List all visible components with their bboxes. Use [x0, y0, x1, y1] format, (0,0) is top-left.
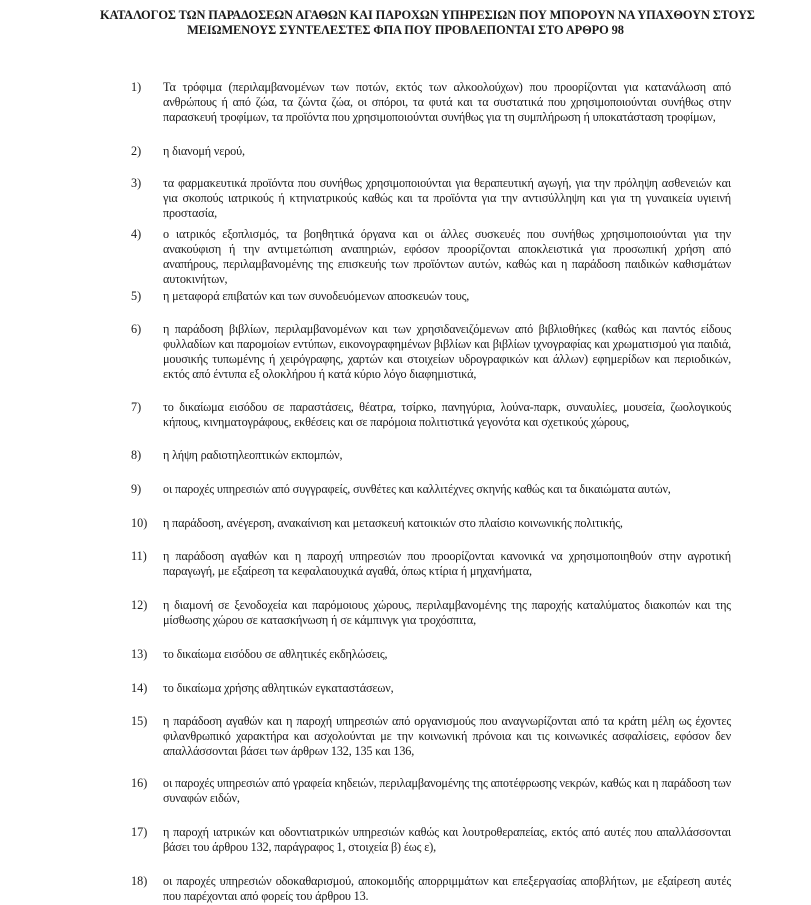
item-text: το δικαίωμα εισόδου σε αθλητικές εκδηλώσεις,: [163, 647, 388, 661]
item-text: η παράδοση, ανέγερση, ανακαίνιση και μετασκευή κατοικιών στο πλαίσιο κοινωνικής πολιτικής,: [163, 516, 623, 530]
item-text: το δικαίωμα εισόδου σε παραστάσεις, θέατρα, τσίρκο, πανηγύρια, λούνα-παρκ, συναυλίες, μουσεία, ζωολογικούς κήπους, κινηματογράφους, εκθέσεις και σε παρόμοια πολιτιστικά γεγονότα και σχετικούς χώρους,: [163, 400, 731, 429]
item-number: 18): [131, 874, 148, 888]
item-number: 6): [131, 322, 142, 336]
item-text: η παράδοση αγαθών και η παροχή υπηρεσιών που προορίζονται κανονικά να χρησιμοποιηθούν στην αγροτική παραγωγή, με εξαίρεση τα κεφαλαιουχικά αγαθά, όπως κτίρια ή μηχανήματα,: [163, 549, 731, 578]
item-text: τα φαρμακευτικά προϊόντα που συνήθως χρησιμοποιούνται για θεραπευτική αγωγή, για την πρόληψη ασθενειών και για σκοπούς ιατρικούς ή κτηνιατρικούς καθώς και τα προϊόντα για την αντισύλληψη και για τη γυναικεία υγιεινή προστασία,: [163, 176, 731, 220]
title-line-1: ΚΑΤΑΛΟΓΟΣ ΤΩΝ ΠΑΡΑΔΟΣΕΩΝ ΑΓΑΘΩΝ ΚΑΙ ΠΑΡΟΧΩΝ ΥΠΗΡΕΣΙΩΝ ΠΟΥ ΜΠΟΡΟΥΝ ΝΑ ΥΠΑΧΘΟΥΝ ΣΤΟΥΣ: [100, 8, 755, 22]
item-text: το δικαίωμα χρήσης αθλητικών εγκαταστάσεων,: [163, 681, 394, 695]
item-text: οι παροχές υπηρεσιών από γραφεία κηδειών, περιλαμβανομένης της αποτέφρωσης νεκρών, καθώς και η παράδοση των συναφών ειδών,: [163, 776, 731, 805]
item-text: η λήψη ραδιοτηλεοπτικών εκπομπών,: [163, 448, 343, 462]
item-number: 12): [131, 598, 148, 612]
item-text: Τα τρόφιμα (περιλαμβανομένων των ποτών, εκτός των αλκοολούχων) που προορίζονται για κατανάλωση από ανθρώπους ή από ζώα, τα ζώντα ζώα, οι σπόροι, τα φυτά και τα συστατικά που χρησιμοποιούνται συνήθως στην παρασκευή τροφίμων, τα προϊόντα που χρησιμοποιούνται συνήθως για τη συμπλήρωση ή υποκατάσταση τροφίμων,: [163, 80, 731, 124]
title-line-2: ΜΕΙΩΜΕΝΟΥΣ ΣΥΝΤΕΛΕΣΤΕΣ ΦΠΑ ΠΟΥ ΠΡΟΒΛΕΠΟΝΤΑΙ ΣΤΟ ΑΡΘΡΟ 98: [187, 23, 624, 37]
item-number: 7): [131, 400, 142, 414]
item-text: η διαμονή σε ξενοδοχεία και παρόμοιους χώρους, περιλαμβανομένης της παροχής καταλύματος διακοπών και της μίσθωσης χώρου σε κατασκήνωση ή σε κάμπινγκ για τροχόσπιτα,: [163, 598, 731, 627]
item-number: 1): [131, 80, 142, 94]
item-number: 9): [131, 482, 142, 496]
item-number: 13): [131, 647, 148, 661]
item-text: η παράδοση αγαθών και η παροχή υπηρεσιών από οργανισμούς που αναγνωρίζονται από τα κράτη μέλη ως έχοντες φιλανθρωπικό χαρακτήρα και ασχολούνται με την κοινωνική πρόνοια και τις κοινωνικές ασφαλίσεις, εφόσον δεν απαλλάσσονται βάσει των άρθρων 132, 135 και 136,: [163, 714, 731, 758]
item-number: 5): [131, 289, 142, 303]
item-text: η παροχή ιατρικών και οδοντιατρικών υπηρεσιών καθώς και λουτροθεραπείας, εκτός από αυτές που απαλλάσσονται βάσει του άρθρου 132, παράγραφος 1, στοιχεία β) έως ε),: [163, 825, 731, 854]
item-number: 2): [131, 144, 142, 158]
item-number: 10): [131, 516, 148, 530]
item-text: ο ιατρικός εξοπλισμός, τα βοηθητικά όργανα και οι άλλες συσκευές που συνήθως χρησιμοποιούνται για την ανακούφιση ή την αντιμετώπιση αναπηριών, εφόσον προορίζονται αποκλειστικά για προσωπική χρήση από αναπήρους, περιλαμβανομένης της επισκευής των προϊόντων αυτών, καθώς και η παράδοση παιδικών καθισμάτων αυτοκινήτων,: [163, 227, 731, 286]
item-text: οι παροχές υπηρεσιών από συγγραφείς, συνθέτες και καλλιτέχνες σκηνής καθώς και τα δικαιώματα αυτών,: [163, 482, 671, 496]
item-number: 15): [131, 714, 148, 728]
item-number: 8): [131, 448, 142, 462]
item-number: 16): [131, 776, 148, 790]
document-title: [100, 8, 755, 38]
item-text: η παράδοση βιβλίων, περιλαμβανομένων και των χρησιδανειζόμενων από βιβλιοθήκες (καθώς και παντός είδους φυλλαδίων και παρομοίων εντύπων, εικονογραφημένων βιβλίων και βιβλίων ιχνογραφίας και χρωματισμού για παιδιά, μουσικής τυπωμένης ή χειρόγραφης, χαρτών και στοιχείων υδρογραφικών και άλλων) εφημερίδων και περιοδικών, εκτός από έντυπα εξ ολοκλήρου ή κατά κύριο λόγο διαφημιστικά,: [163, 322, 731, 381]
item-number: 14): [131, 681, 148, 695]
item-number: 4): [131, 227, 142, 241]
item-number: 11): [131, 549, 147, 563]
item-number: 17): [131, 825, 148, 839]
item-number: 3): [131, 176, 142, 190]
item-text: οι παροχές υπηρεσιών οδοκαθαρισμού, αποκομιδής απορριμμάτων και επεξεργασίας αποβλήτων, με εξαίρεση αυτές που παρέχονται από φορείς του άρθρου 13.: [163, 874, 731, 903]
item-text: η μεταφορά επιβατών και των συνοδευόμενων αποσκευών τους,: [163, 289, 470, 303]
item-text: η διανομή νερού,: [163, 144, 245, 158]
